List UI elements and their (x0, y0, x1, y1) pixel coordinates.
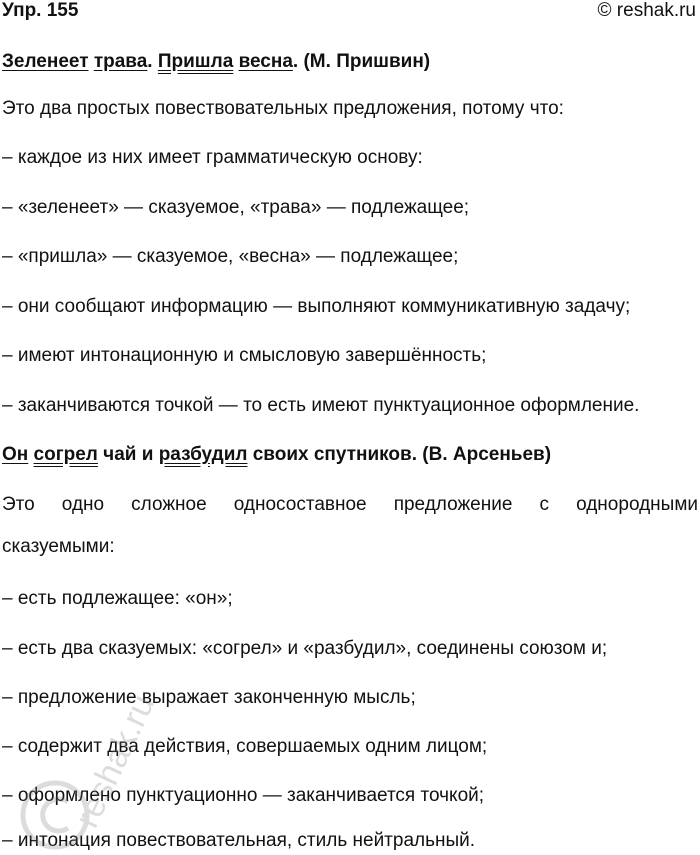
list-item: – они сообщают информацию — выполняют коммуникативную задачу; (2, 296, 631, 317)
list-item: – «зеленеет» — сказуемое, «трава» — подлежащее; (2, 197, 470, 218)
section1-intro: Это два простых повествовательных предложения, потому что: (2, 98, 564, 119)
list-item: – есть два сказуемых: «согрел» и «разбудил», соединены союзом и; (2, 638, 608, 659)
list-item: – каждое из них имеет грамматическую основу: (2, 147, 423, 168)
predicate-word: согрел (33, 444, 98, 465)
site-credit: © reshak.ru (597, 0, 696, 21)
subject-word: трава (93, 51, 148, 72)
sentence-1: Зеленеет трава. Пришла весна. (М. Пришвин) (2, 51, 431, 72)
exercise-number: Упр. 155 (2, 0, 79, 21)
list-item: – интонация повествовательная, стиль нейтральный. (2, 830, 476, 851)
watermark-text: reshak.ru (67, 688, 163, 834)
section2-intro-line1: Это одно сложное односоставное предложение с однородными (2, 494, 698, 515)
list-item: – предложение выражает законченную мысль; (2, 687, 416, 708)
predicate-word: Зеленеет (2, 51, 89, 72)
section2-intro-line2: сказуемыми: (2, 536, 115, 557)
subject-word: Он (2, 444, 29, 465)
list-item: – имеют интонационную и смысловую завершённость; (2, 345, 487, 366)
predicate-word: Пришла (157, 51, 234, 72)
page-header (0, 0, 700, 24)
predicate-word: разбудил (158, 444, 248, 465)
sentence-2: Он согрел чай и разбудил своих спутников. (В. Арсеньев) (2, 444, 552, 465)
list-item: – оформлено пунктуационно — заканчивается точкой; (2, 785, 485, 806)
list-item: – «пришла» — сказуемое, «весна» — подлежащее; (2, 246, 459, 267)
list-item: – есть подлежащее: «он»; (2, 588, 233, 609)
subject-word: весна (238, 51, 293, 72)
list-item: – заканчиваются точкой — то есть имеют пунктуационное оформление. (2, 395, 640, 416)
list-item: – содержит два действия, совершаемых одним лицом; (2, 736, 488, 757)
